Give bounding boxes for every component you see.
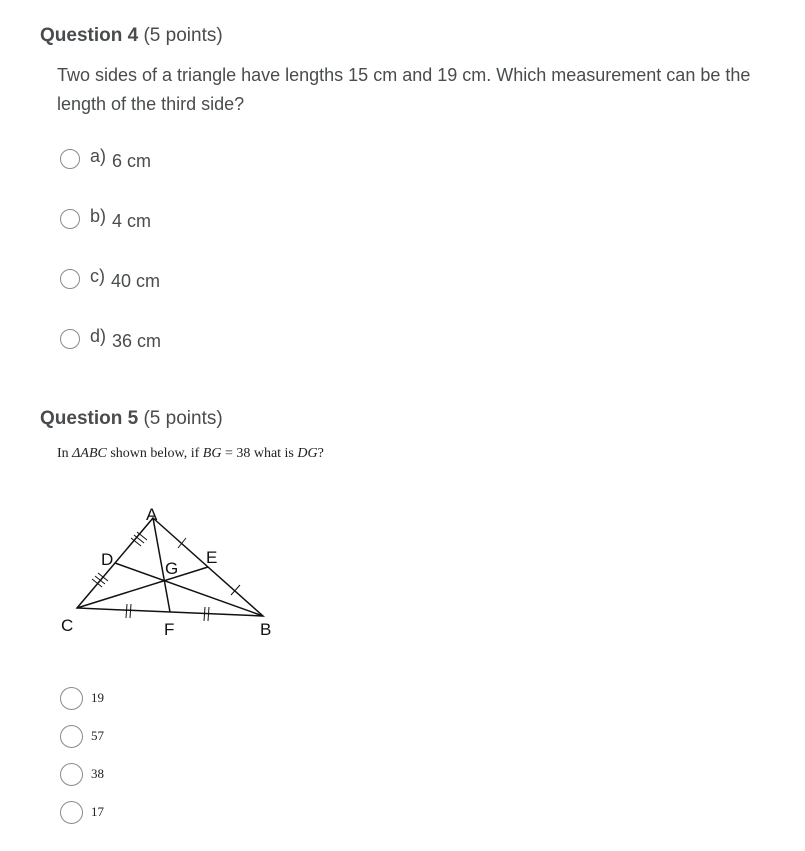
q4-choice-c[interactable] — [60, 266, 160, 292]
q5-choice-4[interactable] — [60, 800, 104, 824]
q5-text-part: In — [57, 446, 73, 461]
question-4-points: (5 points) — [143, 25, 223, 46]
radio-button[interactable] — [60, 801, 83, 824]
radio-button[interactable] — [60, 209, 80, 229]
q5-choice-1[interactable] — [60, 686, 104, 710]
q4-choice-a[interactable] — [60, 146, 151, 172]
choice-value: 40 cm — [111, 270, 161, 291]
radio-button[interactable] — [60, 149, 80, 169]
vertex-label-a: A — [146, 505, 158, 524]
radio-button[interactable] — [60, 687, 83, 710]
q5-segment-dg: DG — [297, 446, 318, 461]
q5-choice-2[interactable] — [60, 724, 104, 748]
question-4-text: Two sides of a triangle have lengths 15 cm and 19 cm. Which measurement can be the length of the third side? — [57, 65, 751, 114]
question-4-number: Question 4 — [40, 25, 139, 46]
vertex-label-c: C — [61, 616, 74, 635]
q5-text-part: ? — [317, 446, 324, 461]
question-5-points: (5 points) — [143, 408, 223, 429]
choice-value: 36 cm — [112, 330, 162, 351]
choice-value: 4 cm — [112, 210, 152, 231]
choice-value: 57 — [91, 728, 104, 743]
choice-value: 6 cm — [112, 150, 152, 171]
q5-triangle-name: ΔABC — [72, 446, 107, 461]
choice-letter: b) — [90, 205, 107, 226]
radio-button[interactable] — [60, 763, 83, 786]
point-label-g: G — [165, 559, 179, 578]
q5-segment-bg: BG — [202, 446, 222, 461]
question-5-heading — [40, 407, 223, 431]
question-5-text — [57, 445, 324, 463]
radio-button[interactable] — [60, 269, 80, 289]
point-label-d: D — [101, 550, 114, 569]
tick-mark — [130, 604, 131, 618]
point-label-e: E — [206, 548, 218, 567]
question-4-heading — [40, 24, 223, 48]
q4-choice-b[interactable] — [60, 206, 151, 232]
choice-letter: a) — [90, 145, 107, 166]
q4-choice-d[interactable] — [60, 326, 161, 352]
tick-mark — [126, 604, 127, 618]
q5-choice-3[interactable] — [60, 762, 104, 786]
tick-mark — [204, 607, 205, 621]
question-5-number: Question 5 — [40, 408, 139, 429]
point-label-f: F — [164, 620, 175, 639]
radio-button[interactable] — [60, 329, 80, 349]
radio-button[interactable] — [60, 725, 83, 748]
choice-value: 17 — [91, 804, 104, 819]
q5-text-part: = 38 what is — [221, 446, 298, 461]
triangle-figure — [50, 498, 290, 648]
q5-text-part: shown below, if — [106, 446, 203, 461]
choice-letter: d) — [90, 325, 107, 346]
choice-letter: c) — [90, 265, 105, 286]
tick-mark — [208, 607, 209, 621]
vertex-label-b: B — [260, 620, 272, 639]
choice-value: 19 — [91, 690, 104, 705]
choice-value: 38 — [91, 766, 104, 781]
